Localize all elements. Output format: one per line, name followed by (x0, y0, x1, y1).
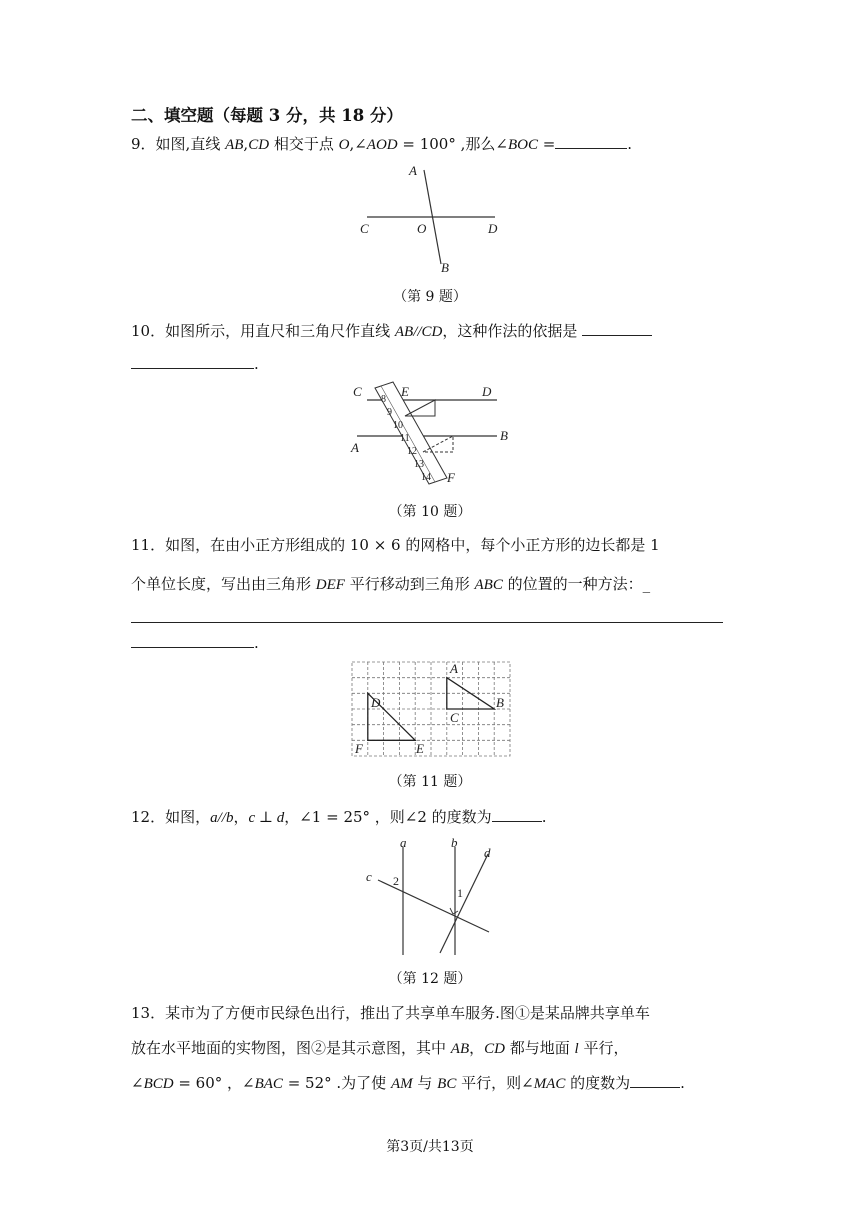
ruler-mark: 11 (400, 433, 410, 444)
label-b: B (496, 695, 504, 710)
question-11-text-cont (131, 574, 650, 595)
math: BCD (143, 1076, 174, 1092)
label-b: B (500, 428, 508, 443)
figure-q11 (350, 660, 512, 760)
math: MAC (533, 1076, 566, 1092)
text: ∠ (131, 1074, 144, 1092)
math: DEF (315, 577, 345, 593)
question-11-text-end (131, 633, 259, 653)
label-a: A (409, 163, 417, 178)
text: ，∠1 = 25° ，则∠2 的度数为 (284, 808, 492, 826)
figure-q9 (350, 160, 510, 275)
page-footer: 第3页/共13页 (386, 1139, 474, 1155)
math: ABC (474, 577, 503, 593)
label-angle-1: 1 (457, 886, 463, 900)
math: c ⊥ d (248, 810, 285, 826)
math: BC (437, 1076, 457, 1092)
label-a: A (450, 661, 458, 676)
answer-blank[interactable] (131, 354, 254, 369)
label-c: C (450, 710, 459, 725)
text: 个单位长度，写出由三角形 (131, 575, 316, 593)
label-d: D (482, 384, 492, 399)
label-f: F (447, 470, 455, 485)
text: . (254, 634, 259, 652)
math: AOD (366, 137, 398, 153)
label-angle-2: 2 (393, 874, 399, 888)
math: l (574, 1041, 579, 1057)
text: 都与地面 (504, 1039, 575, 1057)
caption-q10: （第 10 题） (388, 504, 472, 520)
question-10-text-cont (131, 354, 259, 374)
answer-blank-line[interactable] (131, 622, 723, 623)
math: AB//CD (394, 324, 443, 340)
answer-blank[interactable] (555, 134, 627, 149)
math: AB (225, 137, 244, 153)
label-a: A (351, 440, 359, 455)
text: ， (233, 808, 249, 826)
question-12-text (131, 807, 546, 828)
text: = 60° ，∠ (173, 1074, 255, 1092)
ruler-mark: 13 (414, 459, 424, 470)
text: . (680, 1074, 685, 1092)
label-b: B (441, 260, 449, 275)
math: O (338, 137, 350, 153)
text: . (254, 355, 259, 373)
answer-blank[interactable] (582, 321, 652, 336)
question-number: 12． (131, 808, 166, 826)
question-13-text-line2 (131, 1038, 628, 1059)
answer-blank[interactable] (492, 807, 542, 822)
text: , (243, 135, 249, 153)
math: a//b (210, 810, 234, 826)
figure-q10 (345, 374, 520, 490)
question-10-text (131, 321, 652, 342)
label-o: O (417, 221, 427, 236)
label-e: E (416, 741, 424, 756)
question-13-text-line3 (131, 1073, 685, 1094)
label-d: D (488, 221, 498, 236)
question-13-text (131, 1003, 650, 1023)
answer-blank[interactable] (131, 633, 254, 648)
text: 如图， (165, 808, 211, 826)
text: = 52° .为了使 (282, 1074, 391, 1092)
ruler-mark: 14 (421, 472, 431, 483)
caption-q12: （第 12 题） (388, 971, 472, 987)
ruler-mark: 10 (393, 420, 403, 431)
text: = (537, 135, 556, 153)
text: 某市为了方便市民绿色出行，推出了共享单车服务.图①是某品牌共享单车 (165, 1004, 650, 1022)
ruler-mark: 9 (387, 407, 392, 418)
triangle-solid (405, 400, 435, 416)
text: 平行移动到三角形 (344, 575, 475, 593)
line-d (440, 854, 488, 953)
text: = 100° ,那么∠ (397, 135, 508, 153)
label-f: F (355, 741, 363, 756)
math: CD (484, 1041, 505, 1057)
math: AM (390, 1076, 413, 1092)
text: . (627, 135, 633, 153)
label-b: b (451, 835, 458, 850)
text: 平行， (578, 1039, 629, 1057)
question-number: 13． (131, 1004, 166, 1022)
text: 的度数为 (565, 1074, 631, 1092)
label-d: d (484, 845, 491, 860)
text: 与 (412, 1074, 438, 1092)
question-number: 9． (131, 135, 156, 153)
math: AB (450, 1041, 470, 1057)
text: 相交于点 (269, 135, 339, 153)
question-number: 10． (131, 322, 166, 340)
text: 平行，则∠ (456, 1074, 534, 1092)
caption-q11: （第 11 题） (388, 774, 472, 790)
text: 的位置的一种方法：_ (502, 575, 651, 593)
answer-blank[interactable] (630, 1073, 680, 1088)
text: 如图,直线 (155, 135, 226, 153)
section-title: 二、填空题（每题 3 分，共 18 分） (131, 106, 403, 125)
label-c: C (360, 221, 369, 236)
label-c: c (366, 869, 372, 884)
text: ,∠ (349, 135, 367, 153)
label-e: E (401, 384, 409, 399)
question-9-text (131, 134, 632, 155)
ruler-mark: 12 (407, 446, 417, 457)
text: 如图，在由小正方形组成的 10 × 6 的网格中，每个小正方形的边长都是 1 (165, 536, 660, 554)
label-d: D (371, 695, 381, 710)
question-number: 11． (131, 536, 166, 554)
text: 如图所示，用直尺和三角尺作直线 (165, 322, 395, 340)
text: . (541, 808, 547, 826)
caption-q9: （第 9 题） (393, 289, 467, 305)
question-11-text (131, 535, 660, 555)
text: ，这种作法的依据是 (442, 322, 578, 340)
math: CD (248, 137, 270, 153)
figure-q12 (360, 835, 500, 959)
label-a: a (400, 835, 407, 850)
text: ， (469, 1039, 485, 1057)
ruler-mark: 8 (381, 394, 386, 405)
label-c: C (353, 384, 362, 399)
math: BAC (254, 1076, 283, 1092)
math: BOC (507, 137, 538, 153)
text: 放在水平地面的实物图，图②是其示意图，其中 (131, 1039, 451, 1057)
right-angle-mark (450, 908, 458, 914)
